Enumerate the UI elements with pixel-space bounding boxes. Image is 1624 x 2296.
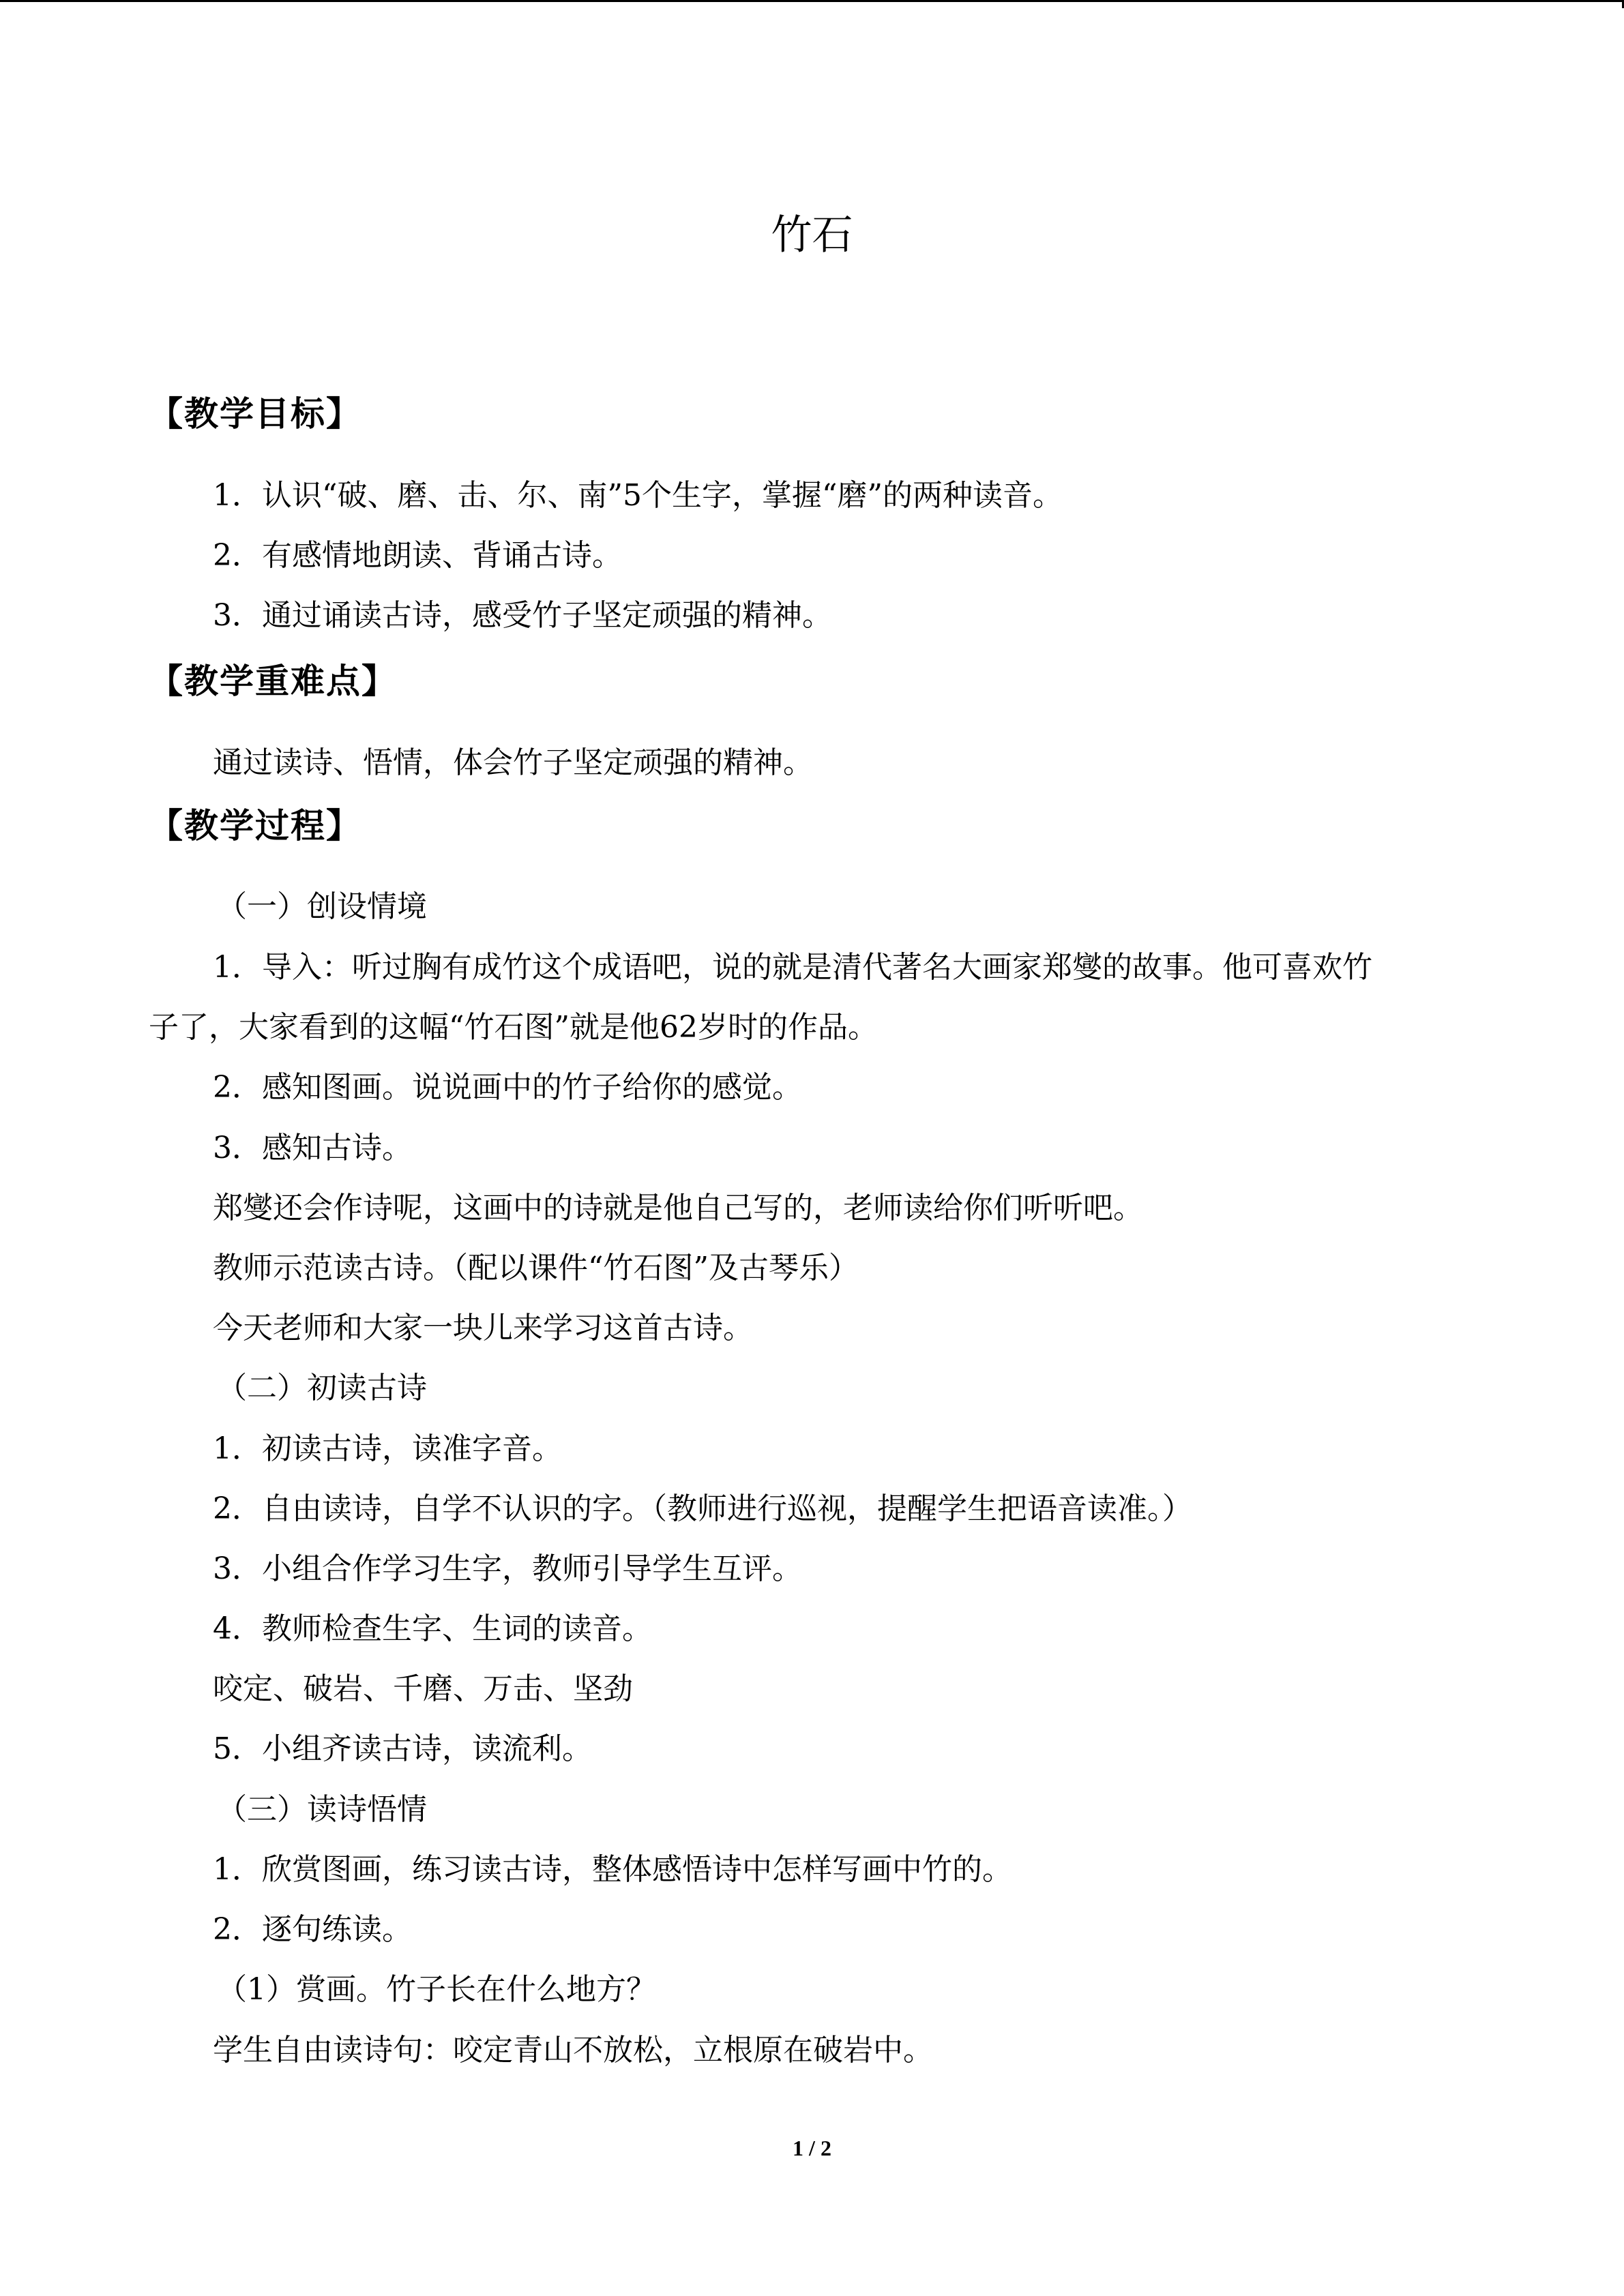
process-line: 今天老师和大家一块儿来学习这首古诗。 [213, 1311, 753, 1345]
process-line: 2．感知图画。说说画中的竹子给你的感觉。 [213, 1070, 802, 1105]
heading-key-points: 【教学重难点】 [149, 661, 397, 701]
heading-objectives: 【教学目标】 [149, 394, 361, 434]
process-line: 1．初读古诗，读准字音。 [213, 1431, 562, 1466]
process-line: 2．逐句练读。 [213, 1912, 412, 1947]
process-line: 咬定、破岩、千磨、万击、坚劲 [213, 1671, 633, 1706]
process-line: （三）读诗悟情 [217, 1792, 427, 1827]
process-line: 学生自由读诗句：咬定青山不放松，立根原在破岩中。 [213, 2033, 933, 2068]
process-line: 3．感知古诗。 [213, 1131, 412, 1165]
objective-item-1: 1．认识“破、磨、击、尔、南”5个生字，掌握“磨”的两种读音。 [213, 478, 1063, 513]
process-line: 1．欣赏图画，练习读古诗，整体感悟诗中怎样写画中竹的。 [213, 1852, 1012, 1887]
key-points-text: 通过读诗、悟情，体会竹子坚定顽强的精神。 [213, 745, 813, 780]
objective-item-2: 2．有感情地朗读、背诵古诗。 [213, 538, 622, 573]
process-line: 子了，大家看到的这幅“竹石图”就是他62岁时的作品。 [149, 1010, 878, 1045]
process-line: 1．导入：听过胸有成竹这个成语吧，说的就是清代著名大画家郑燮的故事。他可喜欢竹 [213, 950, 1372, 985]
process-line: 5．小组齐读古诗，读流利。 [213, 1731, 592, 1766]
process-line: 郑燮还会作诗呢，这画中的诗就是他自己写的，老师读给你们听听吧。 [213, 1191, 1143, 1225]
process-line: 4．教师检查生字、生词的读音。 [213, 1611, 652, 1646]
page-number: 1 / 2 [793, 2136, 831, 2160]
process-line: 3．小组合作学习生字，教师引导学生互评。 [213, 1551, 802, 1586]
process-line: （一）创设情境 [217, 889, 427, 924]
heading-process: 【教学过程】 [149, 806, 361, 846]
objective-item-3: 3．通过诵读古诗，感受竹子坚定顽强的精神。 [213, 598, 832, 633]
document-title: 竹石 [771, 211, 853, 259]
process-line: （二）初读古诗 [217, 1371, 427, 1405]
top-border-line [0, 0, 1624, 2]
process-line: （1）赏画。竹子长在什么地方？ [217, 1972, 656, 2007]
process-line: 教师示范读古诗。（配以课件“竹石图”及古琴乐） [213, 1251, 859, 1285]
process-line: 2．自由读诗，自学不认识的字。（教师进行巡视，提醒学生把语音读准。） [213, 1491, 1192, 1526]
